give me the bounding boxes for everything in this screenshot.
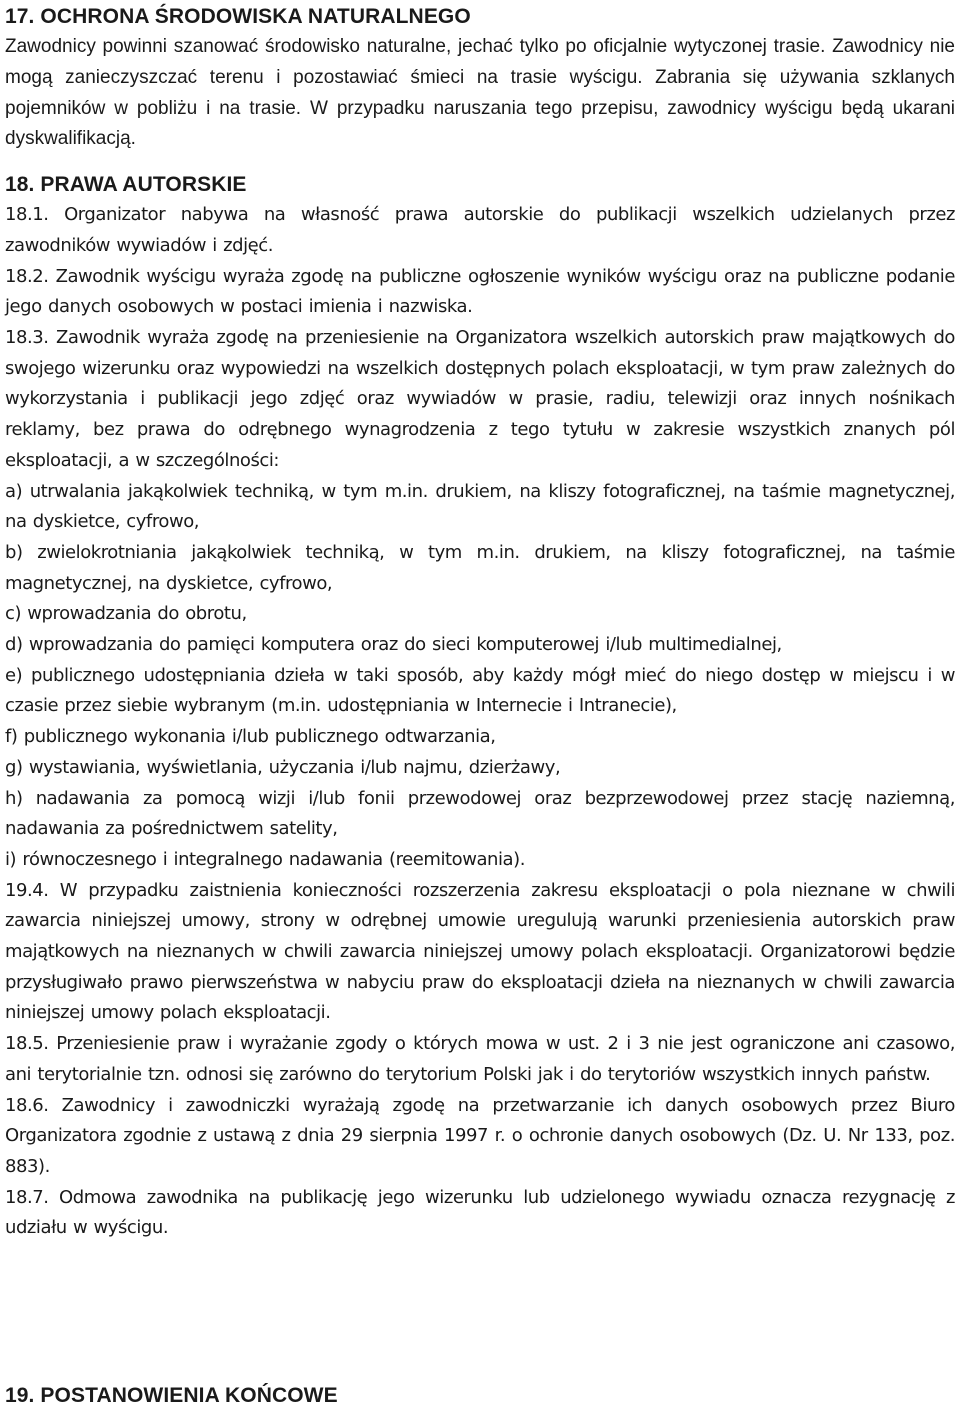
paragraph-18-5: 18.5. Przeniesienie praw i wyrażanie zgody o których mowa w ust. 2 i 3 nie jest ograniczone ani czasowo, ani terytorialnie tzn. odnosi się zarówno do terytorium Polski jak i do terytoriów wszystkich innych państw. — [5, 1033, 955, 1085]
paragraph-18-2: 18.2. Zawodnik wyścigu wyraża zgodę na publiczne ogłoszenie wyników wyścigu oraz na publiczne podanie jego danych osobowych w postaci imienia i nazwiska. — [5, 265, 955, 318]
section-19-heading: 19. POSTANOWIENIA KOŃCOWE — [5, 1384, 338, 1407]
paragraph-19-4: 19.4. W przypadku zaistnienia konieczności rozszerzenia zakresu eksploatacji o pola nieznane w chwili zawarcia niniejszej umowy, strony w odrębnej umowie uregulują warunki przeniesienia autorskich praw majątkowych na nieznanych w chwili zawarcia niniejszej umowy polach eksploatacji. Organizatorowi będzie przysługiwało prawo pierwszeństwa w nabyciu praw do eksploatacji dzieła na nieznanych w chwili zawarcia niniejszej umowy polach eksploatacji. — [5, 879, 955, 1024]
section-17-heading: 17. OCHRONA ŚRODOWISKA NATURALNEGO — [5, 5, 471, 28]
list-item-h: h) nadawania za pomocą wizji i/lub fonii przewodowej oraz bezprzewodowej przez stację naziemną, nadawania za pośrednictwem satelity, — [5, 787, 955, 840]
list-item-b: b) zwielokrotniania jakąkolwiek techniką, w tym m.in. drukiem, na kliszy fotograficznej, na taśmie magnetycznej, na dyskietce, cyfrowo, — [5, 541, 955, 594]
list-item-d: d) wprowadzania do pamięci komputera oraz do sieci komputerowej i/lub multimedialnej, — [5, 634, 782, 656]
list-item-c: c) wprowadzania do obrotu, — [5, 603, 247, 625]
paragraph-18-1: 18.1. Organizator nabywa na własność prawa autorskie do publikacji wszelkich udzielanych przez zawodników wywiadów i zdjęć. — [5, 204, 955, 256]
list-item-i: i) równoczesnego i integralnego nadawania (reemitowania). — [5, 848, 525, 870]
section-17-text: Zawodnicy powinni szanować środowisko naturalne, jechać tylko po oficjalnie wytyczonej trasie. Zawodnicy nie mogą zanieczyszczać terenu i pozostawiać śmieci na trasie wyścigu. Zabrania się używania szklanych pojemników w pobliżu i na trasie. W przypadku naruszania tego przepisu, zawodnicy wyścigu będą ukarani dyskwalifikacją. — [5, 36, 955, 150]
list-item-f: f) publicznego wykonania i/lub publicznego odtwarzania, — [5, 726, 496, 748]
list-item-g: g) wystawiania, wyświetlania, użyczania i/lub najmu, dzierżawy, — [5, 756, 561, 778]
paragraph-18-3: 18.3. Zawodnik wyraża zgodę na przeniesienie na Organizatora wszelkich autorskich praw majątkowych do swojego wizerunku oraz wypowiedzi na wszelkich dostępnych polach eksploatacji, w tym praw zależnych do wykorzystania i publikacji jego zdjęć oraz wywiadów w prasie, radiu, telewizji oraz innych nośnikach reklamy, bez prawa do odrębnego wynagrodzenia z tego tytułu w zakresie wszystkich znanych pól eksploatacji, a w szczególności: — [5, 327, 955, 471]
list-item-a: a) utrwalania jakąkolwiek techniką, w tym m.in. drukiem, na kliszy fotograficznej, na taśmie magnetycznej, na dyskietce, cyfrowo, — [5, 480, 955, 533]
document-page — [5, 0, 955, 1407]
list-item-e: e) publicznego udostępniania dzieła w taki sposób, aby każdy mógł mieć do niego dostęp w miejscu i w czasie przez siebie wybranym (m.in. udostępniania w Internecie i Intranecie), — [5, 664, 955, 717]
paragraph-18-7: 18.7. Odmowa zawodnika na publikację jego wizerunku lub udzielonego wywiadu oznacza rezygnację z udziału w wyścigu. — [5, 1186, 955, 1239]
section-18-heading: 18. PRAWA AUTORSKIE — [5, 173, 247, 197]
paragraph-18-6: 18.6. Zawodnicy i zawodniczki wyrażają zgodę na przetwarzanie ich danych osobowych przez Biuro Organizatora zgodnie z ustawą z dnia 29 sierpnia 1997 r. o ochronie danych osobowych (Dz. U. Nr 133, poz. 883). — [5, 1094, 955, 1177]
